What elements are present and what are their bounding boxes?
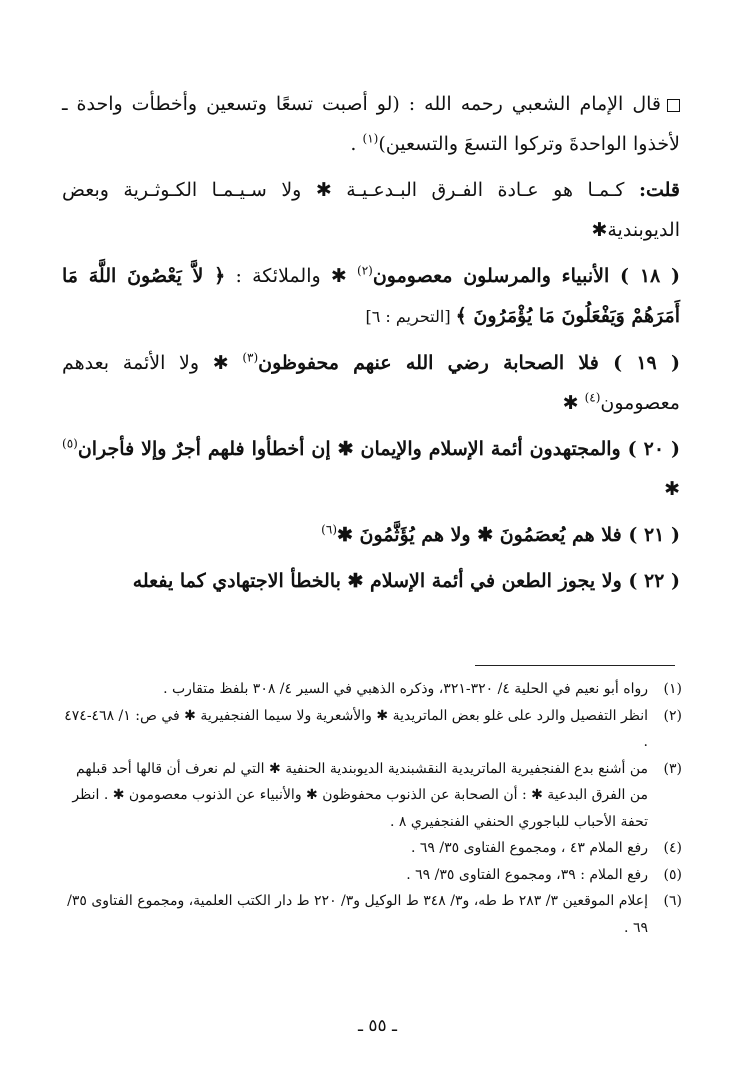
footnote-ref-5[interactable]: (٥) — [62, 436, 78, 451]
qultu-lead: قلت: — [638, 179, 680, 201]
item-18-heading: الأنبياء والمرسلون معصومون — [372, 265, 621, 287]
footnote-number: (٤) — [663, 840, 682, 856]
footnote-4 — [60, 835, 682, 862]
footnote-5 — [60, 862, 682, 889]
footnote-text: إعلام الموقعين ٣/ ٢٨٣ ط طه، و٣/ ٣٤٨ ط الوكيل و٣/ ٢٢٠ ط دار الكتب العلمية، ومجموع الفتاوى ٣٥/ ٦٩ . — [67, 893, 648, 936]
page-number: ـ ٥٥ ـ — [357, 1016, 398, 1036]
paragraph-22 — [62, 561, 680, 601]
item-number-21: ( ٢١ ) — [628, 524, 680, 546]
item-number-19: ( ١٩ ) — [613, 352, 680, 374]
footnote-number: (٦) — [663, 893, 682, 909]
item-20-heading: والمجتهدون أئمة الإسلام والإيمان ✱ إن أخطأوا فلهم أجرٌ وإلا فأجران — [77, 438, 628, 460]
paragraph-19 — [62, 343, 680, 423]
footnote-number: (٥) — [663, 866, 682, 883]
footnote-ref-2[interactable]: (٢) — [357, 263, 373, 278]
item-19-heading: فلا الصحابة رضي الله عنهم محفوظون — [258, 352, 614, 374]
footnote-separator — [475, 665, 675, 666]
item-19-text: ✱ ولا الأئمة بعدهم معصومون — [62, 352, 680, 414]
item-22-heading: ولا يجوز الطعن في أئمة الإسلام ✱ بالخطأ الاجتهادي كما يفعله — [132, 570, 629, 592]
footnote-ref-1[interactable]: (١) — [362, 131, 379, 146]
item-number-18: ( ١٨ ) — [620, 265, 681, 287]
qultu-text: كـمـا هو عـادة الفـرق البـدعـيـة ✱ ولا سـيـمـا الكـوثـرية وبعض الديوبندية✱ — [62, 179, 680, 241]
footnote-text: رواه أبو نعيم في الحلية ٤/ ٣٢٠-٣٢١، وذكره الذهبي في السير ٤/ ٣٠٨ بلفظ متقارب . — [163, 681, 648, 697]
footnote-number: (١) — [663, 681, 682, 697]
paragraph-20 — [62, 429, 680, 509]
footnotes — [60, 676, 682, 941]
footnote-text: انظر التفصيل والرد على غلو بعض الماتريدية ✱ والأشعرية ولا سيما الفنجفيرية ✱ في ص: ١/ ٤٦٨-٤٧٤ . — [64, 707, 648, 750]
sentence-end: ✱ — [562, 392, 585, 414]
shabi-quote-text: قال الإمام الشعبي رحمه الله : (لو أصبت تسعًا وتسعين وأخطأت واحدة ـ لأخذوا الواحدةَ وتركوا التسعَ والتسعين) — [62, 93, 680, 155]
sentence-end: . — [350, 133, 363, 155]
main-text — [62, 84, 680, 605]
footnote-text: من أشنع بدع الفنجفيرية الماتريدية النقشبندية الديوبندية الحنفية ✱ التي لم نعرف أن قالها أحد قبلهم من الفرق البدعية ✱ : أن الصحابة عن الذنوب محفوظون ✱ والأنبياء عن الذنوب معصومون ✱ . انظر تحفة الأحباب للباجوري الحنفي الفنجفيري ٨ . — [72, 760, 648, 830]
footnote-ref-6[interactable]: (٦) — [321, 522, 337, 537]
footnote-2 — [60, 703, 682, 756]
footnote-text: رفع الملام : ٣٩، ومجموع الفتاوى ٣٥/ ٦٩ . — [406, 866, 648, 883]
footnote-1 — [60, 676, 682, 703]
checkbox-square-icon — [667, 99, 680, 112]
footnote-ref-3[interactable]: (٣) — [242, 350, 259, 365]
item-21-heading: فلا هم يُعصَمُونَ ✱ ولا هم يُؤَثَّمُونَ ✱ — [337, 524, 629, 546]
quran-citation: [التحريم : ٦] — [365, 307, 456, 326]
paragraph-qultu — [62, 170, 680, 250]
paragraph-18 — [62, 256, 680, 337]
footnote-3 — [60, 756, 682, 836]
item-number-20: ( ٢٠ ) — [627, 438, 681, 460]
item-number-22: ( ٢٢ ) — [628, 570, 680, 592]
footnote-number: (٣) — [663, 760, 682, 777]
footnote-ref-4[interactable]: (٤) — [584, 390, 601, 405]
sentence-end: ✱ — [664, 478, 680, 500]
paragraph-21 — [62, 515, 680, 555]
footnote-6 — [60, 888, 682, 941]
footnote-number: (٢) — [663, 707, 682, 724]
footnote-text: رفع الملام ٤٣ ، ومجموع الفتاوى ٣٥/ ٦٩ . — [410, 840, 648, 856]
item-18-text: ✱ والملائكة : — [225, 265, 357, 287]
quran-verse: ﴿ لاَّ يَعْصُونَ اللَّهَ مَا أَمَرَهُمْ وَيَفْعَلُونَ مَا يُؤْمَرُونَ ﴾ — [62, 265, 680, 327]
paragraph-shabi-quote — [62, 84, 680, 164]
